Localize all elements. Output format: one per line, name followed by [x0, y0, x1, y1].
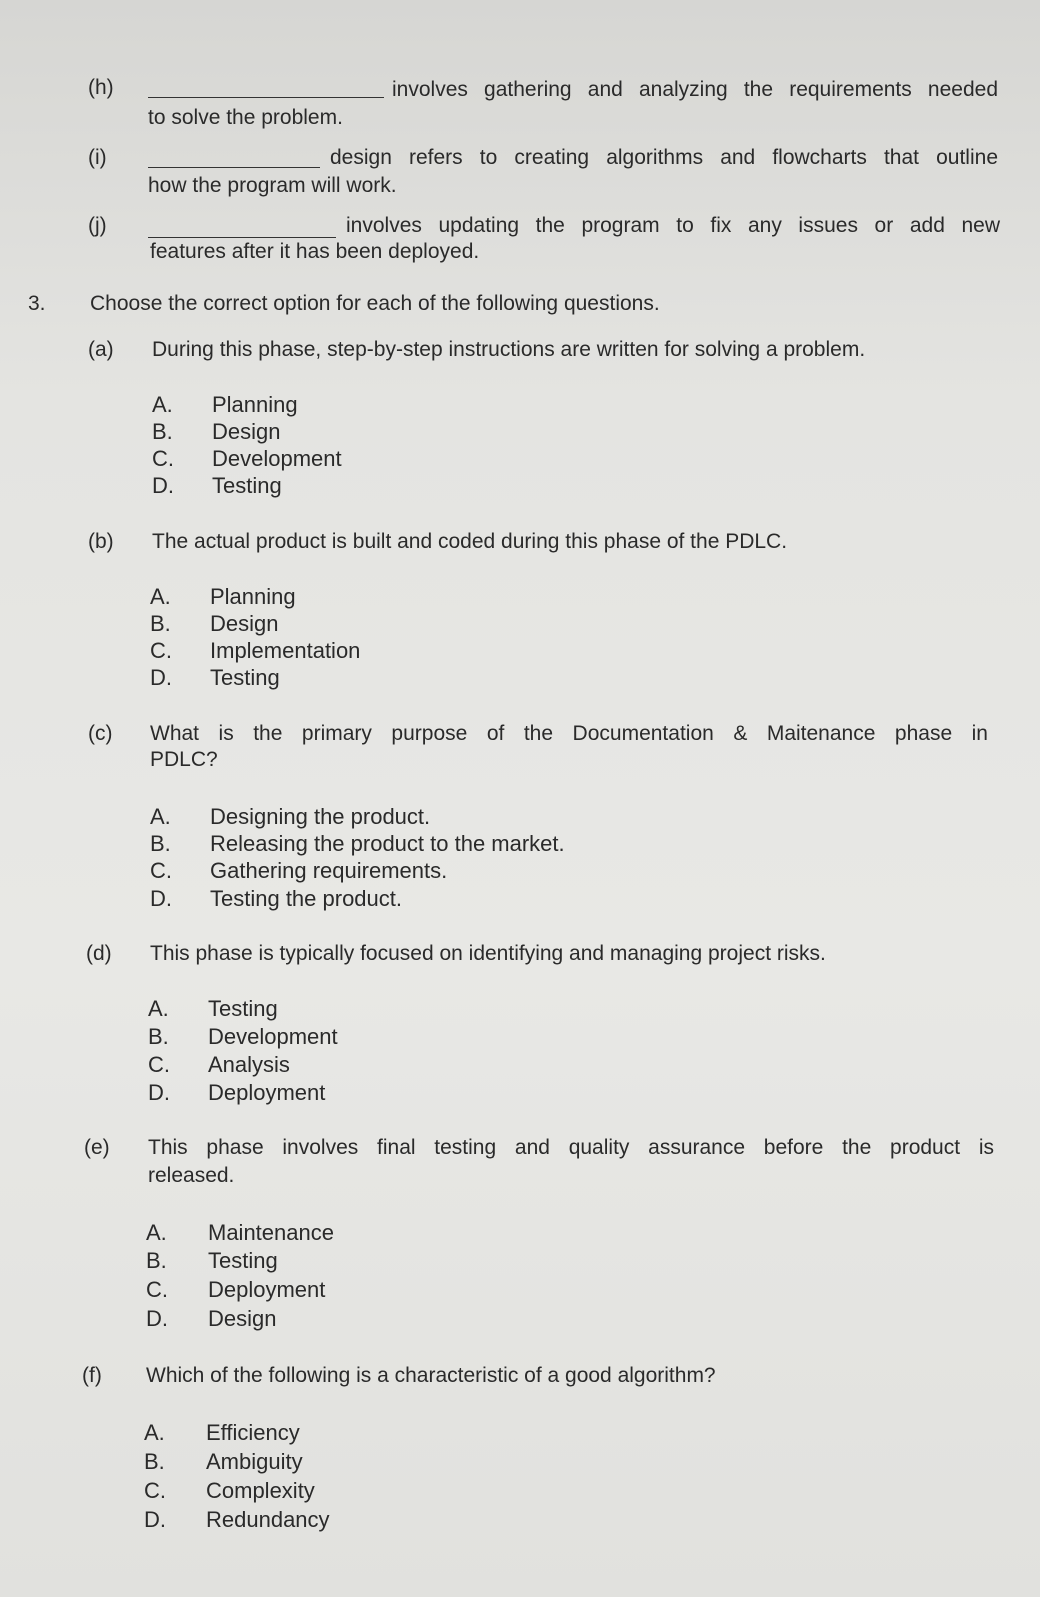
- option-letter: B.: [148, 1024, 169, 1049]
- option-letter: D.: [148, 1080, 170, 1105]
- question-e-text-line2: released.: [148, 1164, 235, 1187]
- option-a-planning[interactable]: Planning: [212, 392, 298, 417]
- option-a-planning[interactable]: Planning: [210, 584, 296, 609]
- option-letter: D.: [152, 473, 174, 498]
- option-letter: C.: [146, 1277, 168, 1302]
- item-number-h: (h): [88, 76, 114, 99]
- option-d-testing[interactable]: Testing: [212, 473, 282, 498]
- question-c-text-line1: What is the primary purpose of the Documentation & Maitenance phase in: [150, 722, 988, 745]
- option-letter: A.: [150, 584, 171, 609]
- option-letter: C.: [150, 858, 172, 883]
- question-number-a: (a): [88, 338, 114, 361]
- option-letter: A.: [146, 1220, 167, 1245]
- option-b-development[interactable]: Development: [208, 1024, 338, 1049]
- option-letter: C.: [152, 446, 174, 471]
- option-b-design[interactable]: Design: [210, 611, 279, 636]
- option-letter: A.: [144, 1420, 165, 1445]
- option-letter: A.: [150, 804, 171, 829]
- option-letter: B.: [152, 419, 173, 444]
- option-a-maintenance[interactable]: Maintenance: [208, 1220, 334, 1245]
- option-d-deployment[interactable]: Deployment: [208, 1080, 326, 1105]
- answer-blank-h[interactable]: [148, 96, 384, 98]
- option-b-releasing[interactable]: Releasing the product to the market.: [210, 831, 565, 856]
- question-number-b: (b): [88, 530, 114, 553]
- question-number-d: (d): [86, 942, 112, 965]
- option-d-design[interactable]: Design: [208, 1306, 277, 1331]
- option-a-designing[interactable]: Designing the product.: [210, 804, 431, 829]
- option-letter: B.: [150, 611, 171, 636]
- option-c-gathering[interactable]: Gathering requirements.: [210, 858, 448, 883]
- question-b-text: The actual product is built and coded during this phase of the PDLC.: [152, 530, 788, 553]
- option-letter: C.: [148, 1052, 170, 1077]
- item-i-text-line2: how the program will work.: [148, 174, 397, 197]
- item-j-text-line1: involves updating the program to fix any issues or add new: [346, 214, 1000, 237]
- item-h-text-line2: to solve the problem.: [148, 106, 343, 129]
- question-e-text-line1: This phase involves final testing and quality assurance before the product is: [148, 1136, 994, 1159]
- question-number-f: (f): [82, 1364, 102, 1387]
- question-d-text: This phase is typically focused on identifying and managing project risks.: [150, 942, 826, 965]
- option-letter: B.: [144, 1449, 165, 1474]
- item-number-j: (j): [88, 214, 107, 237]
- option-d-testing[interactable]: Testing the product.: [210, 886, 403, 911]
- option-a-testing[interactable]: Testing: [208, 996, 278, 1021]
- option-c-development[interactable]: Development: [212, 446, 342, 471]
- section-number: 3.: [28, 292, 46, 315]
- option-letter: C.: [150, 638, 172, 663]
- question-c-text-line2: PDLC?: [150, 748, 218, 771]
- option-letter: C.: [144, 1478, 166, 1503]
- option-d-testing[interactable]: Testing: [210, 665, 280, 690]
- answer-blank-i[interactable]: [148, 166, 320, 168]
- question-a-text: During this phase, step-by-step instructions are written for solving a problem.: [152, 338, 866, 361]
- option-c-complexity[interactable]: Complexity: [206, 1478, 315, 1503]
- option-letter: B.: [146, 1248, 167, 1273]
- section-heading: Choose the correct option for each of the following questions.: [90, 292, 660, 315]
- option-b-testing[interactable]: Testing: [208, 1248, 278, 1273]
- option-d-redundancy[interactable]: Redundancy: [206, 1507, 330, 1532]
- option-letter: A.: [148, 996, 169, 1021]
- option-b-ambiguity[interactable]: Ambiguity: [206, 1449, 303, 1474]
- item-number-i: (i): [88, 146, 107, 169]
- item-j-text-line2: features after it has been deployed.: [150, 240, 480, 263]
- option-c-deployment[interactable]: Deployment: [208, 1277, 326, 1302]
- option-a-efficiency[interactable]: Efficiency: [206, 1420, 300, 1445]
- option-letter: D.: [150, 886, 172, 911]
- question-number-c: (c): [88, 722, 113, 745]
- item-h-text-line1: involves gathering and analyzing the requirements needed: [392, 78, 998, 101]
- option-c-analysis[interactable]: Analysis: [208, 1052, 290, 1077]
- question-f-text: Which of the following is a characteristic of a good algorithm?: [146, 1364, 716, 1387]
- question-number-e: (e): [84, 1136, 110, 1159]
- option-b-design[interactable]: Design: [212, 419, 281, 444]
- option-letter: D.: [146, 1306, 168, 1331]
- option-letter: D.: [144, 1507, 166, 1532]
- answer-blank-j[interactable]: [148, 236, 336, 238]
- option-letter: A.: [152, 392, 173, 417]
- option-letter: D.: [150, 665, 172, 690]
- item-i-text-line1: design refers to creating algorithms and flowcharts that outline: [330, 146, 998, 169]
- option-c-implementation[interactable]: Implementation: [210, 638, 361, 663]
- option-letter: B.: [150, 831, 171, 856]
